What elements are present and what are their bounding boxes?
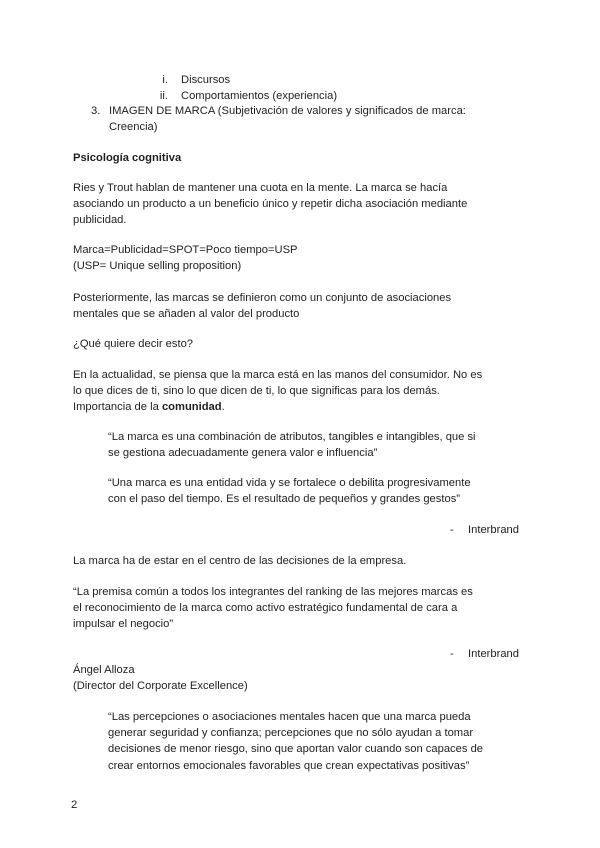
text-line: publicidad. bbox=[73, 214, 127, 227]
text-run: . bbox=[221, 401, 225, 414]
text-line: “Las percepciones o asociaciones mentales hacen que una marca pueda bbox=[108, 711, 471, 723]
text-line: Ries y Trout hablan de mantener una cuota en la mente. La marca se hacía bbox=[73, 182, 448, 194]
text-line: lo que dices de ti, sino lo que dicen de ti, lo que significas para los demás. bbox=[73, 385, 440, 398]
emphasis-comunidad: comunidad bbox=[161, 401, 222, 414]
text-line: el reconocimiento de la marca como activo estratégico fundamental de cara a bbox=[73, 602, 458, 615]
quote-1 bbox=[108, 429, 532, 461]
text-line: crear entornos emocionales favorables que crean expectativas positivas” bbox=[108, 759, 470, 772]
list-item-text: Creencia) bbox=[109, 121, 158, 133]
text-line: generar seguridad y confianza; percepciones que no sólo ayudan a tomar bbox=[108, 727, 474, 740]
text-line: impulsar el negocio” bbox=[73, 618, 174, 631]
text-line: (USP= Unique selling proposition) bbox=[73, 260, 242, 273]
text-line: “La premisa común a todos los integrantes del ranking de las mejores marcas es bbox=[73, 586, 473, 598]
outline-item-3 bbox=[0, 103, 600, 137]
text-line: “Una marca es una entidad vida y se fortalece o debilita progresivamente bbox=[108, 477, 471, 489]
list-item-text: IMAGEN DE MARCA (Subjetivación de valores y significados de marca: bbox=[109, 105, 466, 117]
quote-3 bbox=[108, 709, 532, 774]
author-role: (Director del Corporate Excellence) bbox=[73, 680, 248, 693]
text-line: decisiones de menor riesgo, sino que aportan valor cuando son capaces de bbox=[108, 743, 484, 756]
text-line: mentales que se añaden al valor del producto bbox=[73, 308, 300, 321]
paragraph-actualidad bbox=[73, 367, 533, 416]
text-line: “La marca es una combinación de atributos, tangibles e intangibles, que si bbox=[108, 431, 476, 443]
list-marker: 3. bbox=[91, 105, 101, 117]
text-line: En la actualidad, se piensa que la marca está en las manos del consumidor. No es bbox=[73, 369, 483, 381]
text-line bbox=[73, 399, 533, 415]
text-line: se gestiona adecuadamente genera valor e influencia” bbox=[108, 447, 378, 460]
paragraph-ries-trout bbox=[73, 180, 533, 229]
list-marker: ii. bbox=[159, 90, 168, 102]
text-line: Posteriormente, las marcas se definieron como un conjunto de asociaciones bbox=[73, 292, 452, 304]
list-item-text: Discursos bbox=[181, 74, 231, 86]
attribution-dash: - bbox=[450, 648, 454, 660]
paragraph-posteriormente bbox=[73, 290, 533, 322]
attribution-name: Interbrand bbox=[468, 648, 519, 660]
list-marker: i. bbox=[162, 74, 168, 86]
attribution-name: Interbrand bbox=[468, 524, 519, 536]
paragraph-centro: La marca ha de estar en el centro de las decisiones de la empresa. bbox=[73, 555, 407, 567]
quote-2 bbox=[108, 475, 532, 507]
text-run: Importancia de la bbox=[73, 401, 162, 414]
author-name: Ángel Alloza bbox=[73, 664, 135, 676]
list-item-text: Comportamientos (experiencia) bbox=[181, 90, 338, 102]
section-heading: Psicología cognitiva bbox=[73, 152, 182, 164]
paragraph-question: ¿Qué quiere decir esto? bbox=[73, 338, 194, 350]
author-block bbox=[73, 662, 533, 694]
text-line: asociando un producto a un beneficio único y repetir dicha asociación mediante bbox=[73, 198, 468, 211]
page-number: 2 bbox=[71, 799, 78, 811]
text-line: con el paso del tiempo. Es el resultado de pequeños y grandes gestos” bbox=[108, 493, 461, 506]
paragraph-formula bbox=[73, 242, 533, 274]
text-line: Marca=Publicidad=SPOT=Poco tiempo=USP bbox=[73, 244, 298, 256]
attribution-dash: - bbox=[450, 524, 454, 536]
paragraph-premisa bbox=[73, 584, 533, 633]
